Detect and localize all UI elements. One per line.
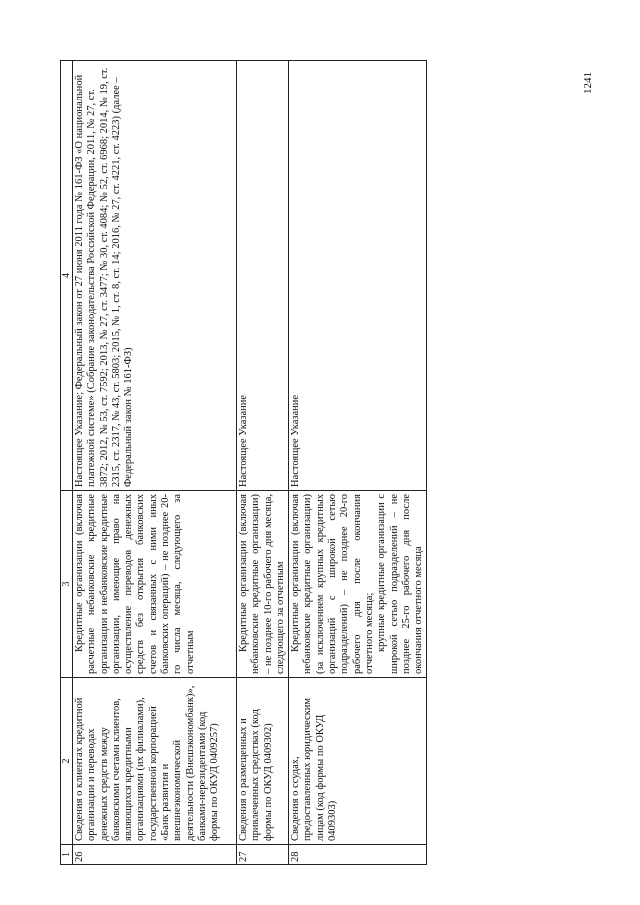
form-name: Сведения о клиентах кредитной организации и переводах денежных средств между банковскими счетами клиентов, являющихся кредитными организациями (их филиалами), государственной корпорацией «Банк развития и внешнеэкономической деятельности (Внешэкономбанк)», банками-нерезидентами (код формы по ОКУД 0409257): [73, 678, 237, 845]
table-row: [237, 61, 289, 865]
header-col-3: 3: [61, 491, 73, 678]
legal-basis: Настоящее Указание: [289, 61, 427, 491]
legal-basis: Настоящее Указание; Федеральный закон от 27 июня 2011 года № 161-ФЗ «О национальной платежной системе» (Собрание законодательства Российской Федерации, 2011, № 27, ст. 3872; 2012, № 53, ст. 7592; 2013, № 27, ст. 3477; № 30, ст. 4084; № 52, ст. 6968; 2014, № 19, ст. 2315, ст. 2317, № 43, ст. 5803; 2015, № 1, ст. 8, ст. 14; 2016, № 27, ст. 4221, ст. 4223) (далее – Федеральный закон № 161-ФЗ): [73, 61, 237, 491]
page-number: 1241: [582, 72, 594, 94]
header-col-2: 2: [61, 678, 73, 845]
deadline-cell: [73, 491, 237, 678]
form-name: Сведения о размещенных и привлеченных средствах (код формы по ОКУД 0409302): [237, 678, 289, 845]
table-row: [73, 61, 237, 865]
deadline-text: Кредитные организации (включая небанковские кредитные организации) (за исключением крупных кредитных организаций с широкой сетью подразделений) – не позднее 20-го рабочего дня после окончания отчетного месяца;: [290, 494, 375, 674]
form-name: Сведения о ссудах, предоставленных юридическим лицам (код формы по ОКУД 0409303): [289, 678, 427, 845]
row-number: 28: [289, 845, 427, 865]
deadline-cell: [237, 491, 289, 678]
legal-basis: Настоящее Указание: [237, 61, 289, 491]
row-number: 27: [237, 845, 289, 865]
deadline-text: Кредитные организации (включая расчетные небанковские кредитные организации и небанковские кредитные организации, имеющие право на осуществление переводов денежных средств без открытия банковских счетов и связанных с ними иных банковских операций) – не позднее 20-го числа месяца, следующего за отчетным: [74, 494, 196, 674]
deadline-cell: [289, 491, 427, 678]
report-forms-table: [60, 60, 427, 865]
deadline-text: крупные кредитные организации с широкой сетью подразделений – не позднее 25-го рабочего дня после окончания отчетного месяца: [376, 494, 425, 674]
rotated-page: [60, 60, 425, 865]
deadline-text: Кредитные организации (включая небанковские кредитные организации) – не позднее 10-го рабочего дня месяца, следующего за отчетным: [238, 494, 286, 674]
table-header-row: [61, 61, 73, 865]
table-row: [289, 61, 427, 865]
row-number: 26: [73, 845, 237, 865]
header-col-4: 4: [61, 61, 73, 491]
header-col-1: 1: [61, 845, 73, 865]
